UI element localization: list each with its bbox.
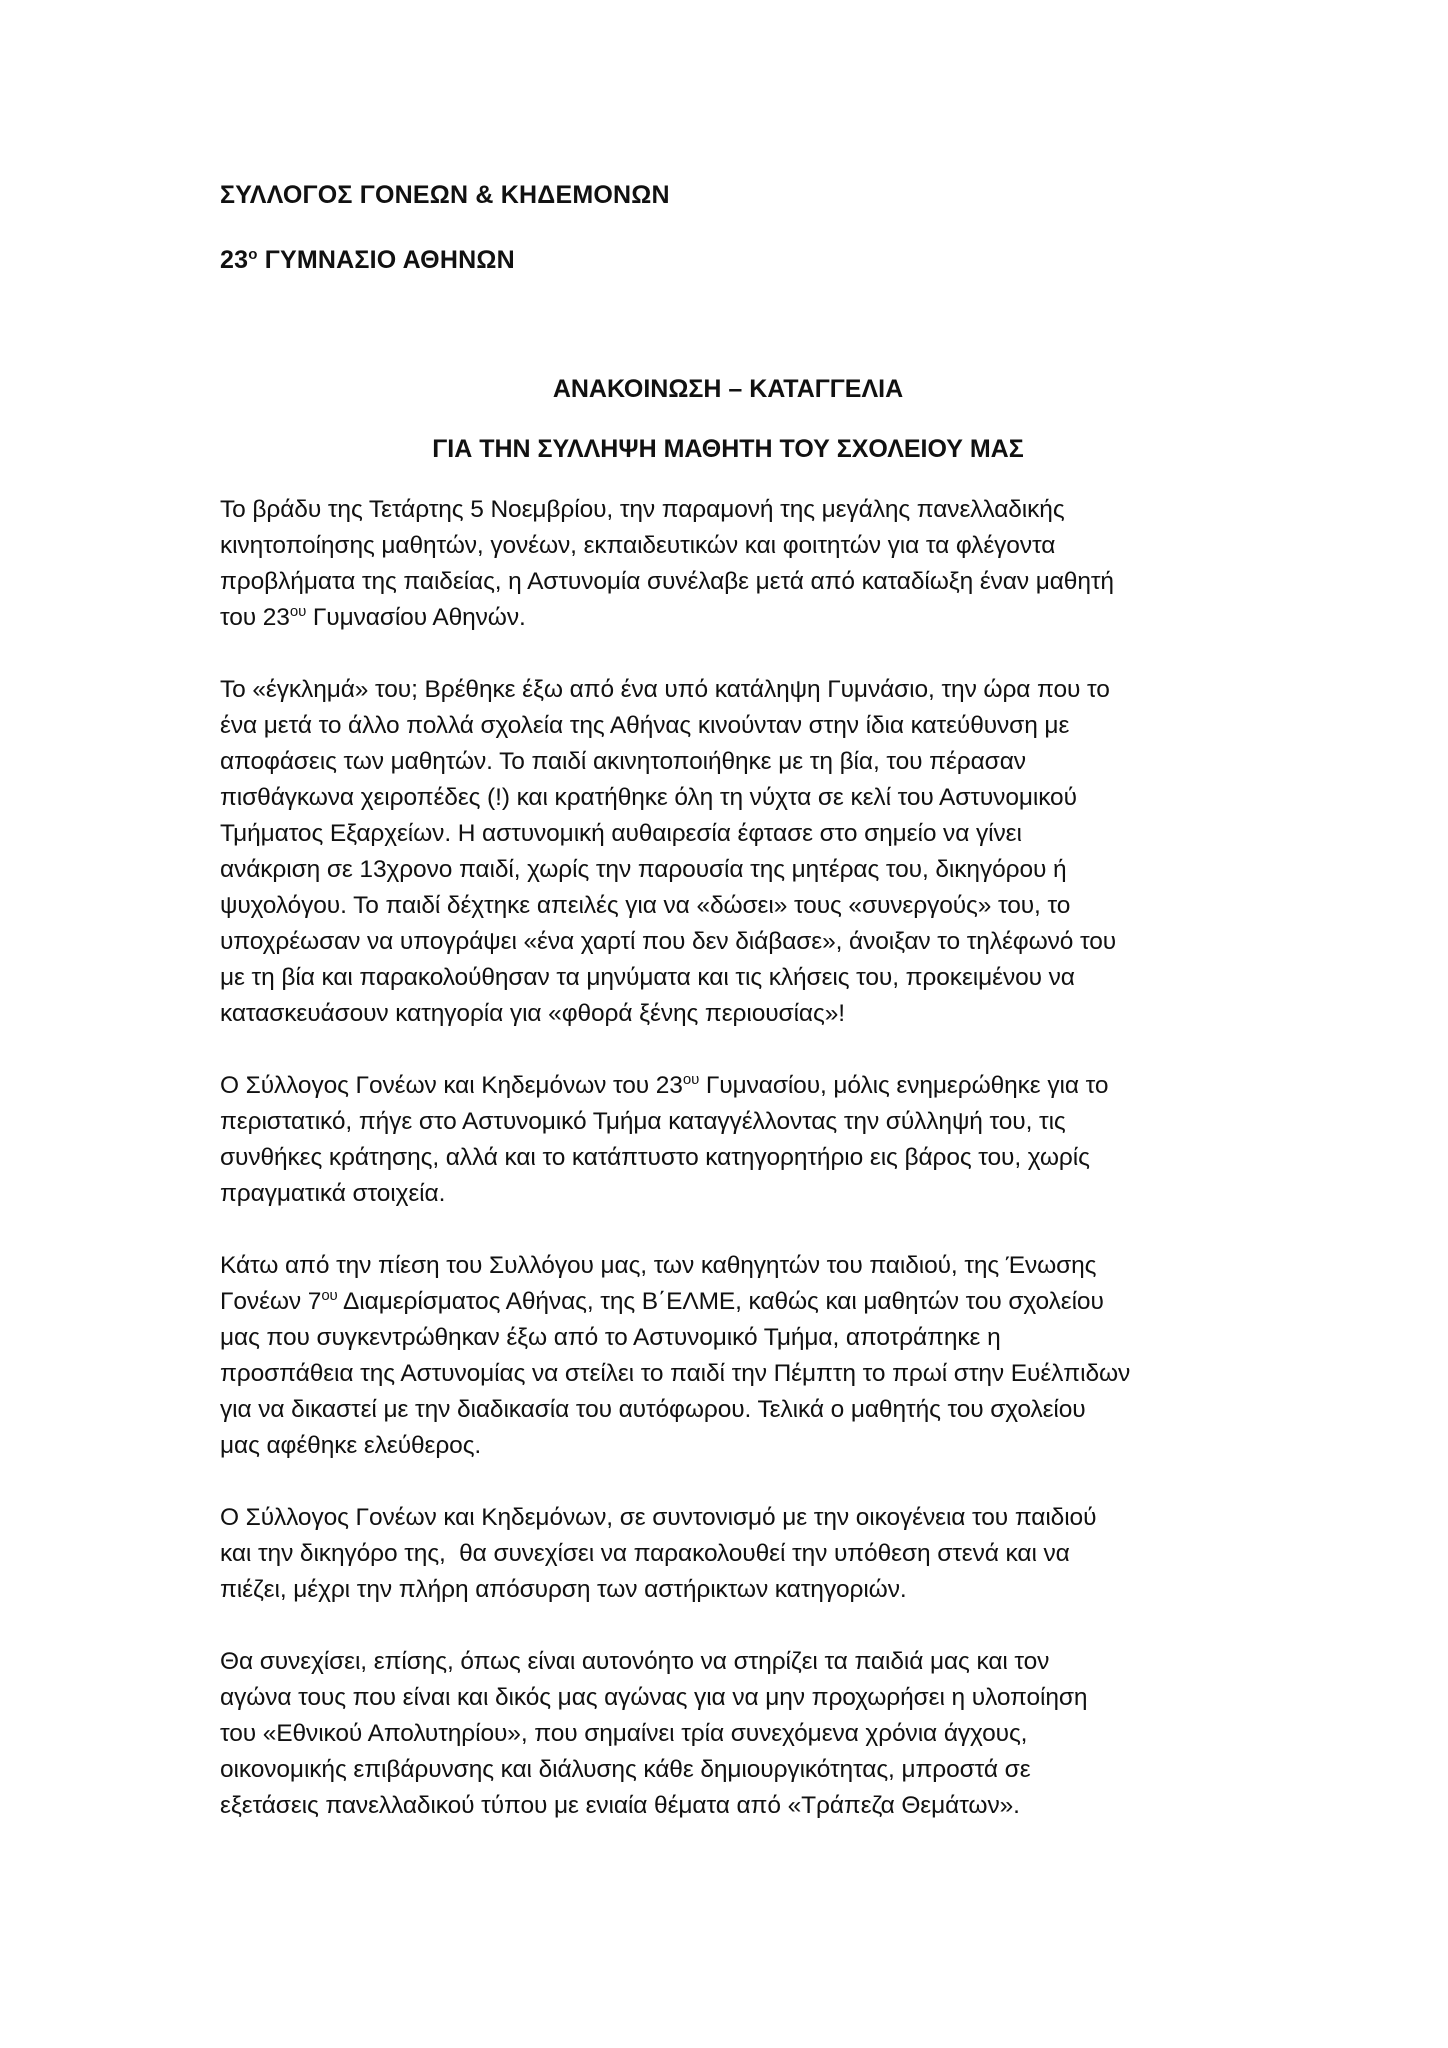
- school-number-suffix: ο: [248, 246, 258, 263]
- text-line: οικονομικής επιβάρυνσης και διάλυσης κάθε δημιουργικότητας, μπροστά σε: [220, 1756, 1031, 1783]
- text-fragment: Διαμερίσματος Αθήνας, της Β΄ΕΛΜΕ, καθώς και μαθητών του σχολείου: [337, 1288, 1104, 1315]
- text-line: μας που συγκεντρώθηκαν έξω από το Αστυνομικό Τμήμα, αποτράπηκε η: [220, 1324, 1001, 1351]
- superscript: ου: [289, 603, 307, 620]
- text-line: ανάκριση σε 13χρονο παιδί, χωρίς την παρουσία της μητέρας του, δικηγόρου ή: [220, 856, 1067, 883]
- school-name: [220, 246, 515, 275]
- text-line: Ο Σύλλογος Γονέων και Κηδεμόνων, σε συντονισμό με την οικογένεια του παιδιού: [220, 1504, 1097, 1531]
- text-line: συνθήκες κράτησης, αλλά και το κατάπτυστο κατηγορητήριο εις βάρος του, χωρίς: [220, 1144, 1090, 1171]
- text-fragment: του 23: [220, 604, 290, 631]
- paragraph-6: [220, 1644, 1250, 1824]
- text-line: ψυχολόγου. Το παιδί δέχτηκε απειλές για να «δώσει» τους «συνεργούς» του, το: [220, 892, 1071, 919]
- text-line: [220, 600, 1250, 636]
- text-line: του «Εθνικού Απολυτηρίου», που σημαίνει τρία συνεχόμενα χρόνια άγχους,: [220, 1720, 1028, 1747]
- text-line: προβλήματα της παιδείας, η Αστυνομία συνέλαβε μετά από καταδίωξη έναν μαθητή: [220, 568, 1114, 595]
- text-line: πραγματικά στοιχεία.: [220, 1180, 446, 1207]
- paragraph-2: [220, 672, 1250, 1032]
- text-line: πισθάγκωνα χειροπέδες (!) και κρατήθηκε όλη τη νύχτα σε κελί του Αστυνομικού: [220, 784, 1077, 811]
- superscript: ου: [321, 1287, 338, 1304]
- text-line: κατασκευάσουν κατηγορία για «φθορά ξένης περιουσίας»!: [220, 1000, 845, 1027]
- text-line: πιέζει, μέχρι την πλήρη απόσυρση των αστήρικτων κατηγοριών.: [220, 1576, 907, 1603]
- text-line: αποφάσεις των μαθητών. Το παιδί ακινητοποιήθηκε με τη βία, του πέρασαν: [220, 748, 1026, 775]
- text-fragment: Ο Σύλλογος Γονέων και Κηδεμόνων του 23: [220, 1072, 683, 1099]
- text-line: Τμήματος Εξαρχείων. Η αστυνομική αυθαιρεσία έφτασε στο σημείο να γίνει: [220, 820, 1022, 847]
- text-fragment: Γονέων 7: [220, 1288, 322, 1315]
- text-line: προσπάθεια της Αστυνομίας να στείλει το παιδί την Πέμπτη το πρωί στην Ευέλπιδων: [220, 1360, 1131, 1387]
- text-line: Κάτω από την πίεση του Συλλόγου μας, των καθηγητών του παιδιού, της Ένωσης: [220, 1252, 1097, 1279]
- text-line: εξετάσεις πανελλαδικού τύπου με ενιαία θέματα από «Τράπεζα Θεμάτων».: [220, 1792, 1020, 1819]
- paragraph-1: [220, 492, 1250, 636]
- text-line: Το βράδυ της Τετάρτης 5 Νοεμβρίου, την παραμονή της μεγάλης πανελλαδικής: [220, 496, 1065, 523]
- superscript: ου: [682, 1071, 700, 1088]
- text-line: για να δικαστεί με την διαδικασία του αυτόφωρου. Τελικά ο μαθητής του σχολείου: [220, 1396, 1086, 1423]
- text-line: κινητοποίησης μαθητών, γονέων, εκπαιδευτικών και φοιτητών για τα φλέγοντα: [220, 532, 1056, 559]
- text-line: υποχρέωσαν να υπογράψει «ένα χαρτί που δεν διάβασε», άνοιξαν το τηλέφωνό του: [220, 928, 1117, 955]
- text-line: Το «έγκλημά» του; Βρέθηκε έξω από ένα υπό κατάληψη Γυμνάσιο, την ώρα που το: [220, 676, 1110, 703]
- text-line: αγώνα τους που είναι και δικός μας αγώνας για να μην προχωρήσει η υλοποίηση: [220, 1684, 1088, 1711]
- text-line: [220, 1068, 1250, 1104]
- paragraph-3: [220, 1068, 1250, 1212]
- text-line: και την δικηγόρο της, θα συνεχίσει να παρακολουθεί την υπόθεση στενά και να: [220, 1540, 1070, 1567]
- text-line: ένα μετά το άλλο πολλά σχολεία της Αθήνας κινούνταν στην ίδια κατεύθυνση με: [220, 712, 1070, 739]
- announcement-title: ΑΝΑΚΟΙΝΩΣΗ – ΚΑΤΑΓΓΕΛΙΑ: [552, 375, 904, 403]
- text-line: Θα συνεχίσει, επίσης, όπως είναι αυτονόητο να στηρίζει τα παιδιά μας και τον: [220, 1648, 1050, 1675]
- organization-name: ΣΥΛΛΟΓΟΣ ΓΟΝΕΩΝ & ΚΗΔΕΜΟΝΩΝ: [220, 181, 670, 209]
- paragraph-4: [220, 1248, 1250, 1464]
- text-line: [220, 1284, 1250, 1320]
- document-body: [220, 492, 1250, 1860]
- text-fragment: Γυμνασίου, μόλις ενημερώθηκε για το: [699, 1072, 1109, 1099]
- text-line: περιστατικό, πήγε στο Αστυνομικό Τμήμα καταγγέλλοντας την σύλληψή του, τις: [220, 1108, 1066, 1135]
- paragraph-5: [220, 1500, 1250, 1608]
- text-line: με τη βία και παρακολούθησαν τα μηνύματα και τις κλήσεις του, προκειμένου να: [220, 964, 1075, 991]
- announcement-subtitle: ΓΙΑ ΤΗΝ ΣΥΛΛΗΨΗ ΜΑΘΗΤΗ ΤΟΥ ΣΧΟΛΕΙΟΥ ΜΑΣ: [432, 435, 1024, 463]
- text-line: μας αφέθηκε ελεύθερος.: [220, 1432, 482, 1459]
- school-name-text: ΓΥΜΝΑΣΙΟ ΑΘΗΝΩΝ: [257, 246, 515, 274]
- school-number: 23: [220, 246, 249, 274]
- text-fragment: Γυμνασίου Αθηνών.: [306, 604, 526, 631]
